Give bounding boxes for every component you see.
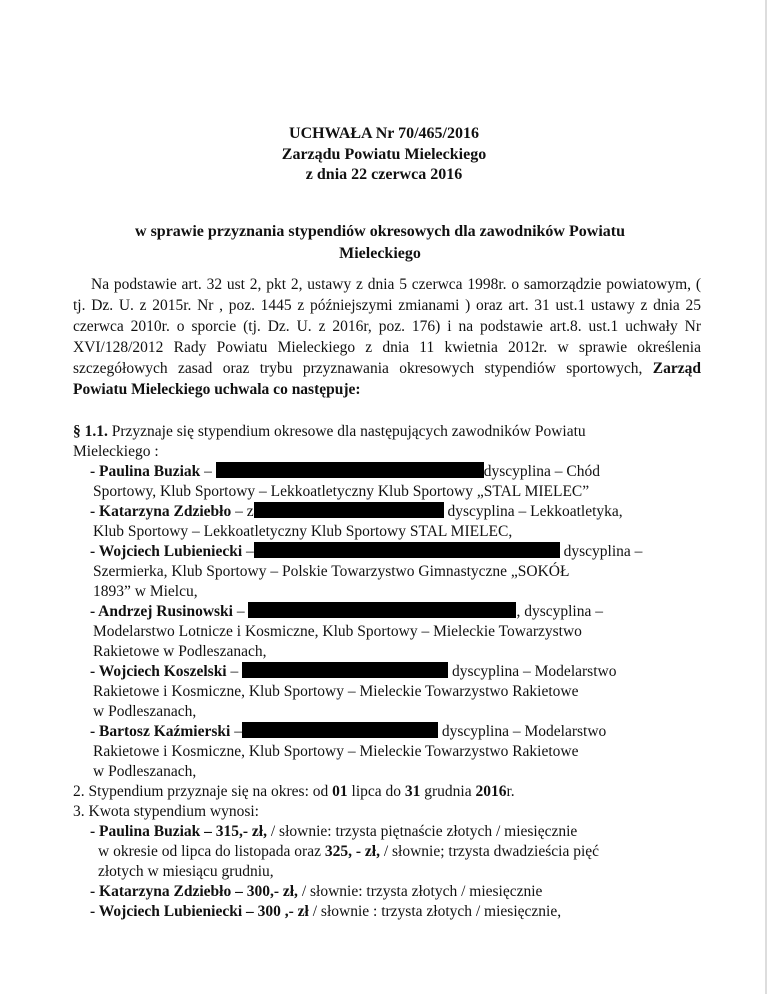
scan-edge bbox=[764, 0, 768, 994]
amount-line: - Katarzyna Zdziebło – 300,- zł, / słownie: trzysta złotych / miesięcznie bbox=[90, 883, 543, 900]
athlete-line: - Wojciech Koszelski – dyscyplina – Modelarstwo bbox=[90, 663, 617, 680]
athlete-line: - Paulina Buziak – dyscyplina – Chód bbox=[90, 463, 600, 480]
athlete-detail: Rakietowe w Podleszanach, bbox=[93, 643, 267, 660]
redaction-block bbox=[248, 602, 516, 618]
amount-line: w okresie od lipca do listopada oraz 325, - zł, / słownie; trzysta dwadzieścia pięć bbox=[98, 843, 600, 860]
redaction-block bbox=[242, 662, 448, 678]
athlete-detail: Modelarstwo Lotnicze i Kosmiczne, Klub Sportowy – Mieleckie Towarzystwo bbox=[93, 623, 582, 640]
athlete-line: - Katarzyna Zdziebło – z dyscyplina – Lekkoatletyka, bbox=[90, 503, 623, 520]
amount-line: - Wojciech Lubieniecki – 300 ,- zł / słownie : trzysta złotych / miesięcznie, bbox=[90, 903, 562, 920]
amount-line: złotych w miesiącu grudniu, bbox=[98, 863, 274, 880]
athlete-line: - Bartosz Kaźmierski – dyscyplina – Modelarstwo bbox=[90, 723, 607, 740]
preamble-paragraph bbox=[73, 274, 701, 400]
preamble-text: Na podstawie art. 32 ust 2, pkt 2, ustawy z dnia 5 czerwca 1998r. o samorządzie powiatowym, ( tj. Dz. U. z 2015r. Nr , poz. 1445 z późniejszymi zmianami ) oraz art. 31 ust.1 ustawy z dnia 25 czerwca 2010r. o sporcie (tj. Dz. U. z 2016r, poz. 176) i na podstawie art.8. ust.1 uchwały Nr XVI/128/2012 Rady Powiatu Mieleckiego z dnia 11 kwietnia 2012r. w sprawie określenia szczegółowych zasad oraz trybu przyznawania okresowych stypendiów sportowych, bbox=[73, 276, 701, 377]
athlete-line: - Wojciech Lubieniecki – dyscyplina – bbox=[90, 543, 643, 560]
athlete-detail: Klub Sportowy – Lekkoatletyczny Klub Sportowy STAL MIELEC, bbox=[93, 523, 513, 540]
athlete-detail: Szermierka, Klub Sportowy – Polskie Towarzystwo Gimnastyczne „SOKÓŁ bbox=[93, 563, 570, 580]
section1-intro: § 1.1. Przyznaje się stypendium okresowe dla następujących zawodników Powiatu bbox=[73, 423, 586, 440]
issuing-body: Zarządu Powiatu Mieleckiego bbox=[281, 146, 487, 163]
resolution-date: z dnia 22 czerwca 2016 bbox=[305, 166, 463, 183]
redaction-block bbox=[254, 502, 444, 518]
section3-intro: 3. Kwota stypendium wynosi: bbox=[73, 803, 259, 820]
section2-period: 2. Stypendium przyznaje się na okres: od 01 lipca do 31 grudnia 2016r. bbox=[73, 783, 515, 800]
subject-line-2: Mieleckiego bbox=[339, 245, 421, 262]
redaction-block bbox=[216, 462, 484, 478]
athlete-detail: w Podleszanach, bbox=[93, 763, 197, 780]
athlete-detail: w Podleszanach, bbox=[93, 703, 197, 720]
athlete-detail: Rakietowe i Kosmiczne, Klub Sportowy – Mieleckie Towarzystwo Rakietowe bbox=[93, 683, 579, 700]
athlete-line: - Andrzej Rusinowski – , dyscyplina – bbox=[90, 603, 603, 620]
redaction-block bbox=[254, 542, 560, 558]
athlete-detail: Rakietowe i Kosmiczne, Klub Sportowy – Mieleckie Towarzystwo Rakietowe bbox=[93, 743, 579, 760]
preamble-bold: Zarząd Powiatu Mieleckiego uchwala co następuje: bbox=[73, 360, 701, 398]
athlete-detail: Sportowy, Klub Sportowy – Lekkoatletyczny Klub Sportowy „STAL MIELEC” bbox=[93, 483, 590, 500]
subject-line-1: w sprawie przyznania stypendiów okresowych dla zawodników Powiatu bbox=[135, 223, 625, 240]
redaction-block bbox=[242, 722, 438, 738]
section-marker: § 1.1. bbox=[73, 423, 108, 440]
section1-intro-cont: Mieleckiego : bbox=[73, 443, 159, 460]
amount-line: - Paulina Buziak – 315,- zł, / słownie: trzysta piętnaście złotych / miesięcznie bbox=[90, 823, 578, 840]
resolution-title: UCHWAŁA Nr 70/465/2016 bbox=[289, 125, 479, 142]
athlete-detail: 1893” w Mielcu, bbox=[93, 583, 198, 600]
